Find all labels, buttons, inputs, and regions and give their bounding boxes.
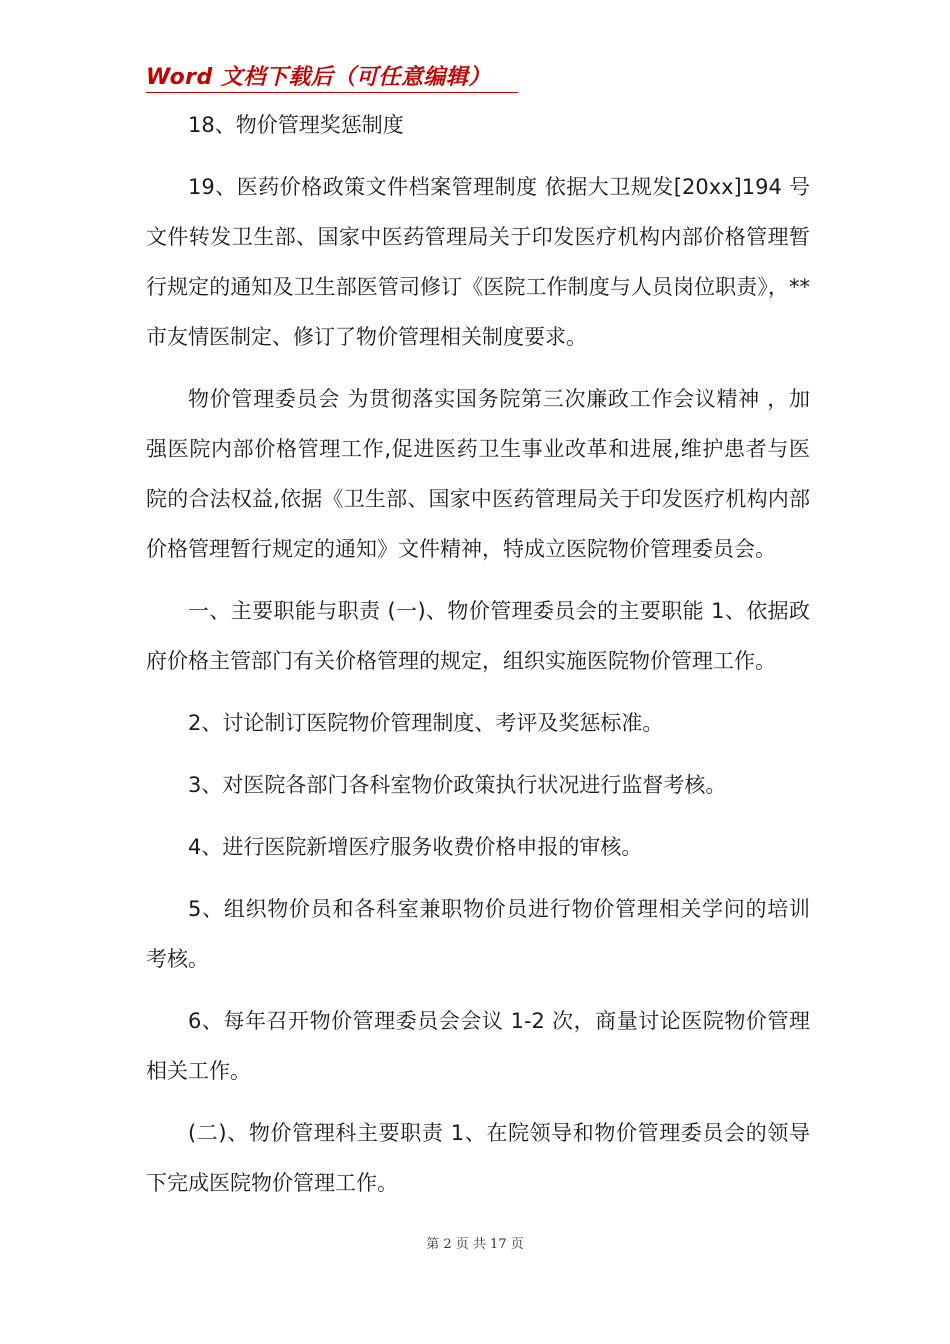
paragraph: 5、组织物价员和各科室兼职物价员进行物价管理相关学问的培训考核。 <box>146 897 810 971</box>
document-body <box>146 100 810 1220</box>
paragraph: 物价管理委员会 为贯彻落实国务院第三次廉政工作会议精神 ，加强医院内部价格管理工作,促进医药卫生事业改革和进展,维护患者与医院的合法权益,依据《卫生部、国家中医药管理局关于印发医疗机构内部价格管理暂行规定的通知》文件精神，特成立医院物价管理委员会。 <box>146 387 810 561</box>
header-title: Word 文档下载后（可任意编辑） <box>146 65 491 90</box>
paragraph: (二)、物价管理科主要职责 1、在院领导和物价管理委员会的领导下完成医院物价管理工作。 <box>146 1121 810 1195</box>
paragraph: 19、医药价格政策文件档案管理制度 依据大卫规发[20xx]194 号文件转发卫生部、国家中医药管理局关于印发医疗机构内部价格管理暂行规定的通知及卫生部医管司修订《医院工作制度与人员岗位职责》，**市友情医制定、修订了物价管理相关制度要求。 <box>146 175 810 349</box>
paragraph: 2、讨论制订医院物价管理制度、考评及奖惩标准。 <box>188 711 664 735</box>
document-header <box>146 60 518 93</box>
page-number: 第 2 页 共 17 页 <box>426 1237 524 1252</box>
paragraph: 3、对医院各部门各科室物价政策执行状况进行监督考核。 <box>188 773 727 797</box>
paragraph: 4、进行医院新增医疗服务收费价格申报的审核。 <box>188 835 643 859</box>
paragraph: 一、主要职能与职责 (一)、物价管理委员会的主要职能 1、依据政府价格主管部门有关价格管理的规定，组织实施医院物价管理工作。 <box>146 599 810 673</box>
paragraph: 18、物价管理奖惩制度 <box>188 113 404 137</box>
paragraph: 6、每年召开物价管理委员会会议 1-2 次，商量讨论医院物价管理相关工作。 <box>146 1009 810 1083</box>
